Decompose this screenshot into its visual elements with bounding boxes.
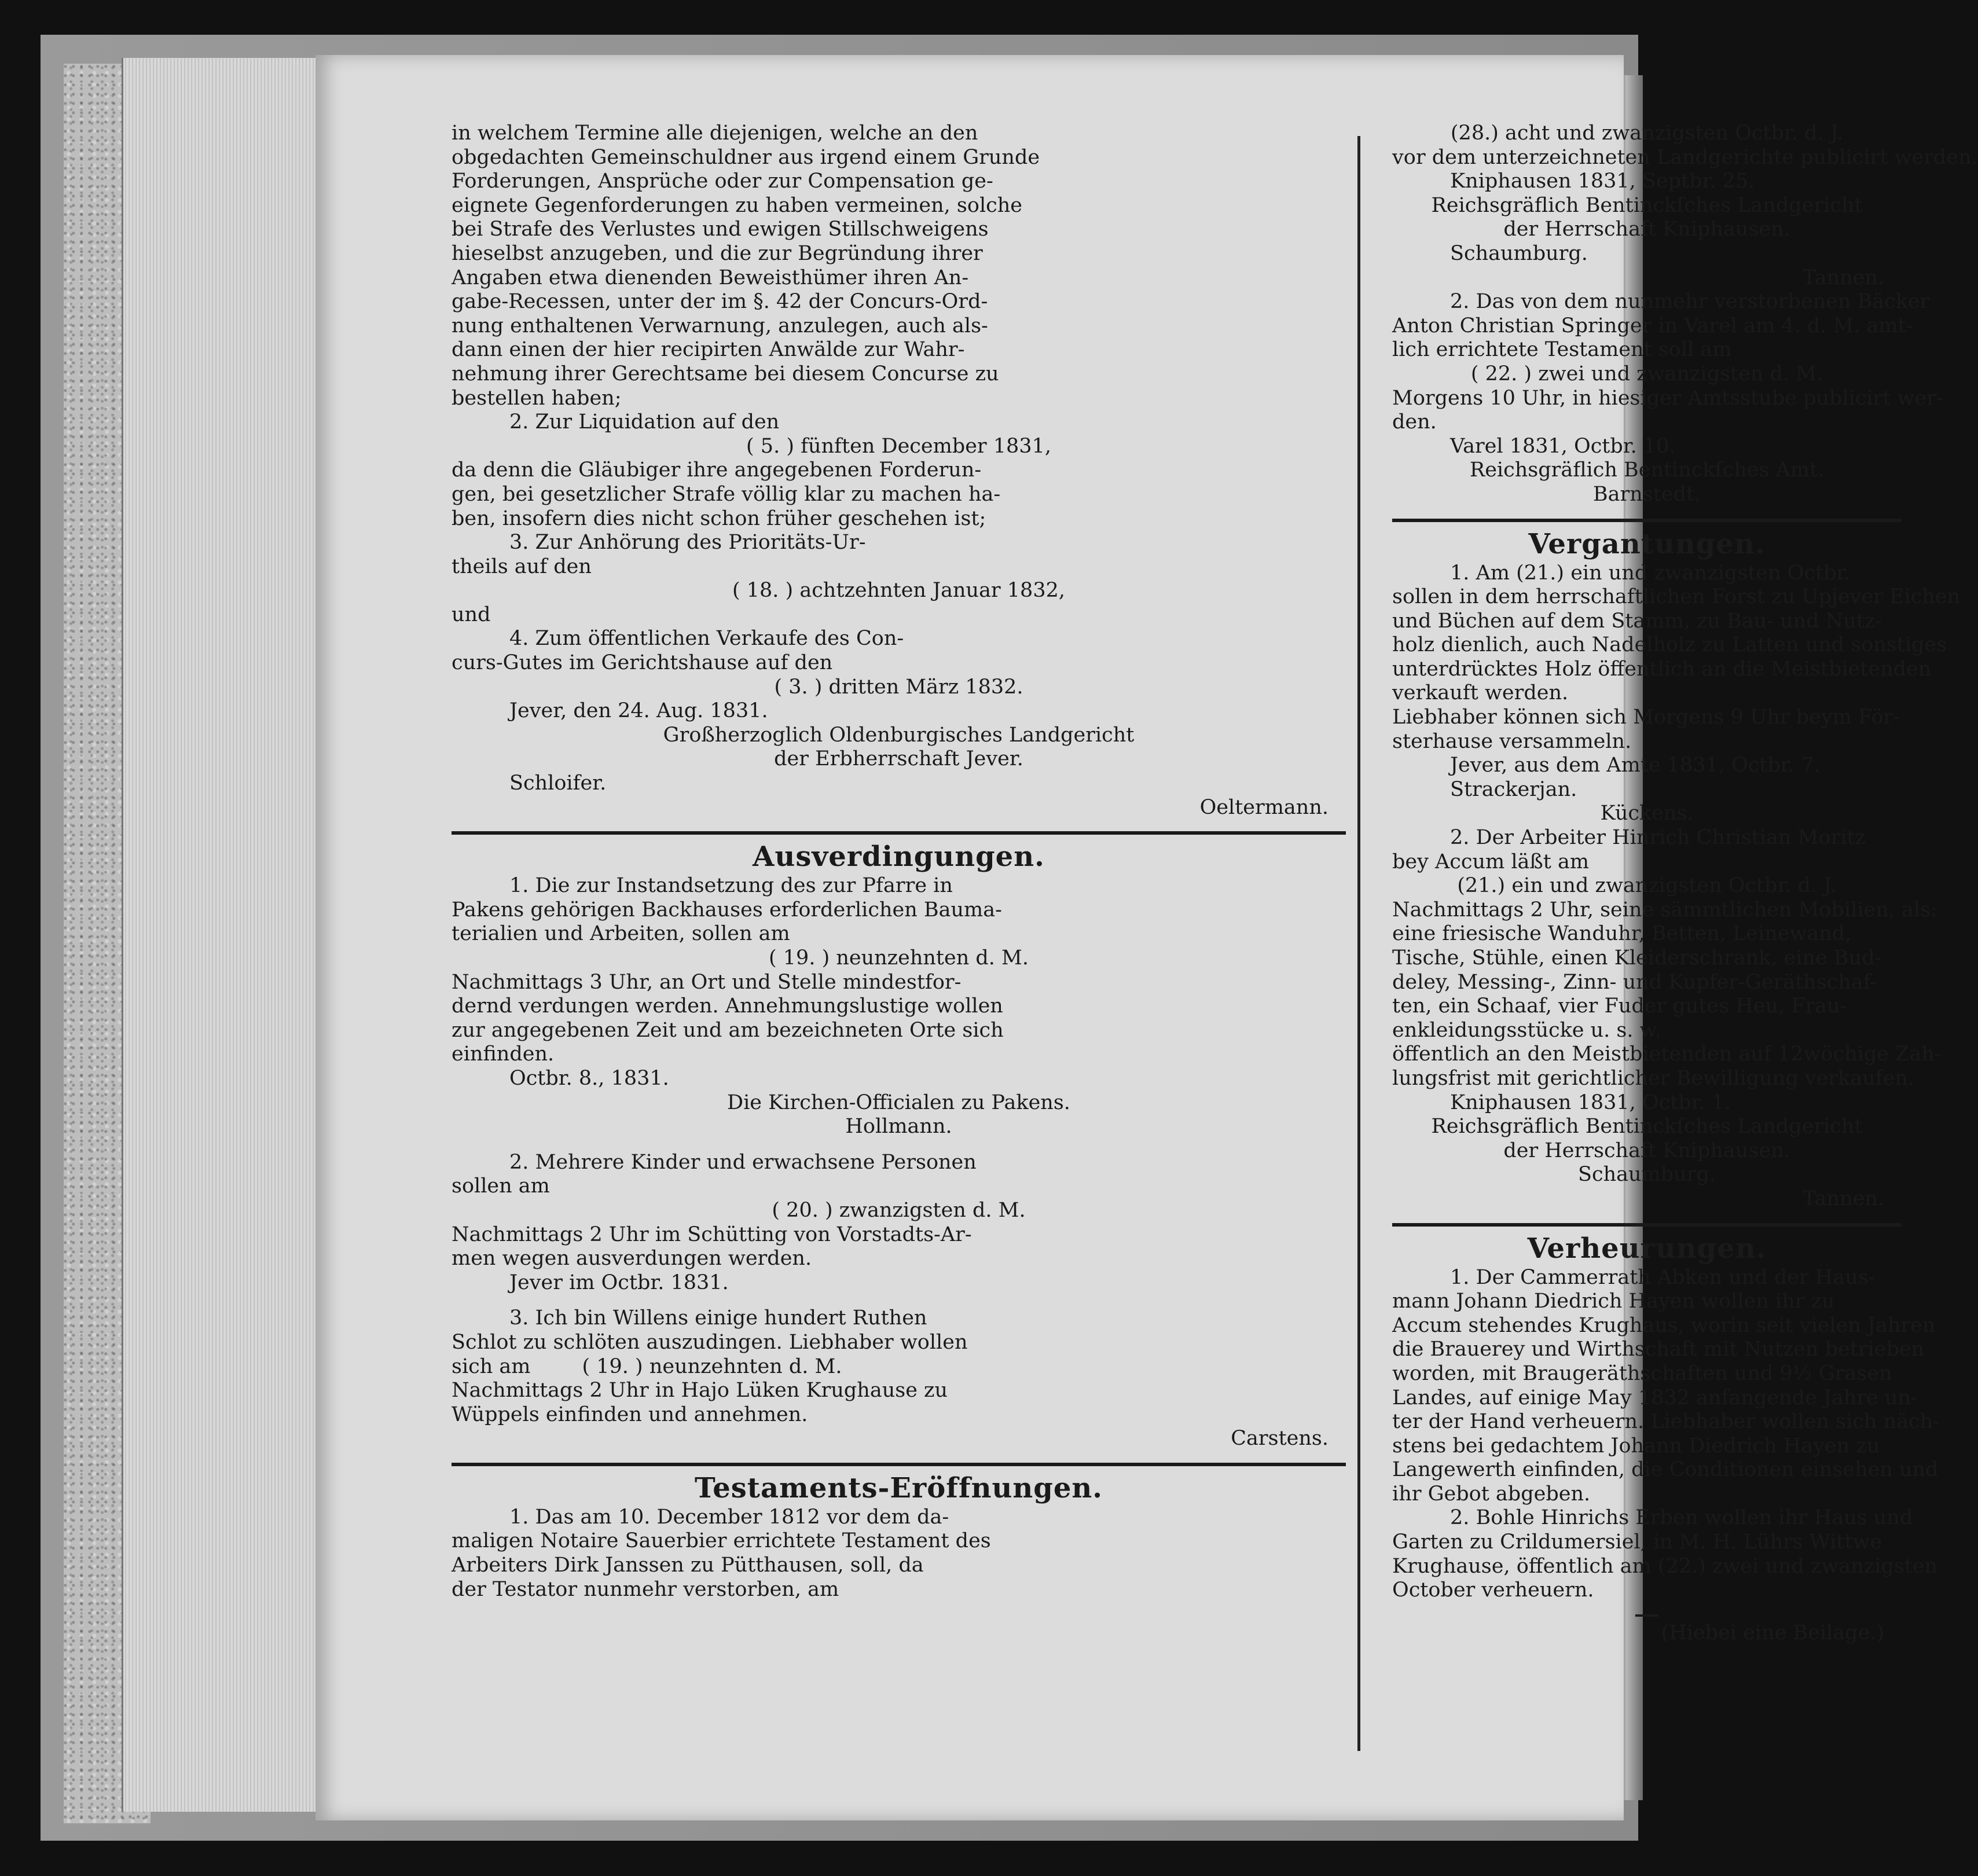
paragraph-line: dann einen der hier recipirten Anwälde zur Wahr- [452, 338, 965, 362]
paragraph-line: verkauft werden. [1392, 681, 1569, 705]
paragraph-line: Wüppels einfinden und annehmen. [452, 1403, 808, 1426]
paragraph-line: Krughause, öffentlich am (22.) zwei und zwanzigsten [1392, 1554, 1938, 1578]
paragraph-line: da denn die Gläubiger ihre angegebenen Forderun- [452, 458, 982, 482]
signature: Hollmann. [845, 1115, 952, 1139]
paragraph-line: sollen in dem herrschaftlichen Forst zu Upjever Eichen [1392, 585, 1961, 609]
spacer [452, 1295, 1346, 1306]
paragraph-line: Arbeiters Dirk Janssen zu Pütthausen, soll, da [452, 1554, 924, 1577]
signature: Barnstedt. [1592, 482, 1701, 506]
paragraph-line: bestellen haben; [452, 386, 622, 410]
paragraph-line: bei Strafe des Verlustes und ewigen Stillschweigens [452, 218, 989, 241]
date-line: ( 3. ) dritten März 1832. [774, 675, 1023, 699]
paragraph-line: zur angegebenen Zeit und am bezeichneten Orte sich [452, 1018, 1004, 1042]
paragraph-line: ihr Gebot abgeben. [1392, 1482, 1591, 1506]
paragraph-line: Morgens 10 Uhr, in hiesiger Amtsstube publicirt wer- [1392, 386, 1943, 410]
paragraph-line: 1. Der Cammerrath Abken und der Haus- [1450, 1265, 1876, 1289]
section-rule [1392, 1223, 1902, 1227]
place-date: Kniphausen 1831, Septbr. 25. [1450, 170, 1755, 193]
paragraph-line: 2. Bohle Hinrichs Erben wollen ihr Haus und [1450, 1506, 1913, 1530]
signature: Die Kirchen-Officialen zu Pakens. [727, 1091, 1070, 1114]
court-name: der Erbherrschaft Jever. [774, 747, 1023, 771]
paragraph-line: und Büchen auf dem Stamm, zu Bau- und Nutz- [1392, 609, 1882, 633]
paragraph-line: 1. Am (21.) ein und zwanzigsten Octbr. [1450, 561, 1851, 585]
date-line: ( 22. ) zwei und zwanzigsten d. M. [1470, 362, 1823, 386]
paragraph-line: Schlot zu schlöten auszudingen. Liebhaber wollen [452, 1330, 968, 1354]
place-date: Octbr. 8., 1831. [509, 1066, 669, 1090]
paragraph-line: 1. Das am 10. December 1812 vor dem da- [509, 1505, 949, 1529]
paragraph-line: unterdrücktes Holz öffentlich an die Meistbietenden [1392, 657, 1932, 681]
paragraph-line: gen, bei gesetzlicher Strafe völlig klar zu machen ha- [452, 482, 1001, 506]
paragraph-line: öffentlich an den Meistbietenden auf 12wöchige Zah- [1392, 1042, 1942, 1066]
place-date: Kniphausen 1831, Octbr. 1. [1450, 1091, 1731, 1114]
court-name: Reichsgräflich Bentinckſches Landgericht [1431, 1115, 1863, 1139]
paragraph-line: mann Johann Diedrich Hayen wollen ihr zu [1392, 1290, 1835, 1313]
paragraph-line: Anton Christian Springer in Varel am 4. d. M. amt- [1392, 314, 1913, 337]
paragraph-line: sich am ( 19. ) neunzehnten d. M. [452, 1354, 842, 1378]
date-line: (21.) ein und zwanzigsten Octbr. d. J. [1457, 874, 1837, 898]
paragraph-line: dernd verdungen werden. Annehmungslustige wollen [452, 994, 1003, 1018]
page-edges [122, 58, 320, 1812]
paragraph-line: theils auf den [452, 555, 592, 578]
paragraph-line: obgedachten Gemeinschuldner aus irgend einem Grunde [452, 145, 1040, 169]
paragraph-line: Nachmittags 2 Uhr im Schütting von Vorstadts-Ar- [452, 1222, 972, 1246]
paragraph-line: eignete Gegenforderungen zu haben vermeinen, solche [452, 193, 1023, 217]
paragraph-line: deley, Messing-, Zinn- und Kupfer-Geräthschaf- [1392, 970, 1877, 994]
place-date: Varel 1831, Octbr. 10. [1450, 434, 1676, 458]
document-page [315, 55, 1978, 1820]
section-item-title: 2. Zur Liquidation auf den [509, 410, 780, 434]
paragraph-line: Nachmittags 2 Uhr in Hajo Lüken Krughause zu [452, 1379, 948, 1403]
paragraph-line: holz dienlich, auch Nadelholz zu Latten und sonstiges [1392, 633, 1947, 657]
paragraph-line: Garten zu Crildumersiel, in M. H. Lührs Wittwe [1392, 1530, 1882, 1554]
paragraph-line: stens bei gedachtem Johann Diedrich Hayen zu [1392, 1434, 1880, 1458]
date-line: ( 5. ) fünften December 1831, [746, 434, 1051, 458]
court-name: Großherzoglich Oldenburgisches Landgericht [663, 723, 1135, 747]
paragraph-line: curs-Gutes im Gerichtshause auf den [452, 651, 833, 675]
paragraph-line: Langewerth einfinden, die Conditionen einsehen und [1392, 1458, 1939, 1482]
paragraph-line: worden, mit Braugeräthschaften und 9½ Grasen [1392, 1361, 1892, 1385]
paragraph-line: 2. Das von dem nunmehr verstorbenen Bäcker [1450, 290, 1930, 314]
paragraph-line: sollen am [452, 1174, 550, 1198]
section-rule [452, 1463, 1346, 1466]
paragraph-line: Pakens gehörigen Backhauses erforderlichen Bauma- [452, 898, 1002, 922]
signature: Schaumburg. [1578, 1163, 1716, 1187]
section-heading-vergantungen: Vergantungen. [1528, 527, 1766, 560]
signature: Oeltermann. [1199, 795, 1329, 819]
paragraph-line: ten, ein Schaaf, vier Fuder gutes Heu, Frau- [1392, 994, 1847, 1018]
paragraph-line: lungsfrist mit gerichtlicher Bewilligung verkaufen. [1392, 1066, 1914, 1090]
paragraph-line: lich errichtete Testament soll am [1392, 338, 1732, 362]
paragraph-line: 1. Die zur Instandsetzung des zur Pfarre in [509, 874, 953, 898]
paragraph-line: 3. Ich bin Willens einige hundert Ruthen [509, 1306, 927, 1330]
left-column [452, 122, 1346, 1602]
section-item-title: 3. Zur Anhörung des Prioritäts-Ur- [509, 531, 866, 555]
place-date: Jever, aus dem Amte 1831, Octbr. 7. [1450, 754, 1821, 777]
paragraph-line: nehmung ihrer Gerechtsame bei diesem Concurse zu [452, 362, 999, 386]
paragraph-line: nung enthaltenen Verwarnung, anzulegen, auch als- [452, 314, 988, 337]
paragraph-line: den. [1392, 410, 1437, 434]
paragraph-line: bey Accum läßt am [1392, 850, 1590, 873]
paragraph-line: men wegen ausverdungen werden. [452, 1247, 812, 1271]
signature: Schaumburg. [1450, 241, 1588, 265]
paragraph-line: sterhause versammeln. [1392, 729, 1632, 753]
place-date: Jever im Octbr. 1831. [509, 1271, 729, 1294]
signature: Strackerjan. [1450, 777, 1577, 801]
paragraph-line: ter der Hand verheuern. Liebhaber wollen sich näch- [1392, 1410, 1940, 1434]
paragraph-line: 2. Der Arbeiter Hinrich Christian Moritz [1450, 826, 1866, 850]
paragraph-line: enkleidungsstücke u. s. w. [1392, 1018, 1661, 1042]
date-line: ( 18. ) achtzehnten Januar 1832, [732, 579, 1065, 603]
date-line: ( 20. ) zwanzigsten d. M. [772, 1198, 1026, 1222]
paragraph-line: Tische, Stühle, einen Kleiderschrank, eine Bud- [1392, 946, 1882, 970]
section-rule [1392, 519, 1902, 522]
paragraph-line: maligen Notaire Sauerbier errichtete Testament des [452, 1529, 991, 1553]
paragraph-line: gabe-Recessen, unter der im §. 42 der Concurs-Ord- [452, 290, 988, 314]
court-name: Reichsgräflich Bentinckſches Landgericht [1431, 193, 1863, 217]
court-name: der Herrschaft Kniphausen. [1503, 1139, 1790, 1162]
signature: Tannen. [1803, 266, 1884, 289]
column-divider [1357, 136, 1360, 1751]
spacer [452, 1139, 1346, 1151]
section-heading-ausverdingungen: Ausverdingungen. [753, 840, 1045, 873]
date-line: ( 19. ) neunzehnten d. M. [769, 946, 1029, 970]
section-heading-testaments: Testaments-Eröffnungen. [695, 1471, 1103, 1504]
paragraph-line: eine friesische Wanduhr, Betten, Leinewand, [1392, 922, 1852, 946]
paragraph-line: Landes, auf einige May 1832 anfangende Jahre un- [1392, 1386, 1918, 1409]
paragraph-line: vor dem unterzeichneten Landgerichte publicirt werden. [1392, 145, 1978, 169]
paragraph-line: die Brauerey und Wirthschaft mit Nutzen betrieben [1392, 1338, 1925, 1361]
section-heading-verheurungen: Verheurungen. [1527, 1232, 1767, 1265]
signature: Kückens. [1600, 802, 1694, 825]
paragraph-line: Nachmittags 2 Uhr, seine sämmtlichen Mobilien, als: [1392, 898, 1937, 922]
signature: Tannen. [1803, 1187, 1884, 1210]
paragraph-line: Forderungen, Ansprüche oder zur Compensation ge- [452, 170, 993, 193]
paragraph-line: terialien und Arbeiten, sollen am [452, 922, 790, 946]
paragraph-line: ben, insofern dies nicht schon früher geschehen ist; [452, 506, 986, 530]
paragraph-line: Angaben etwa dienenden Beweisthümer ihren An- [452, 266, 969, 289]
paragraph-line: hieselbst anzugeben, und die zur Begründung ihrer [452, 241, 983, 265]
paragraph-line: Nachmittags 3 Uhr, an Ort und Stelle mindestfor- [452, 970, 962, 994]
place-date: Jever, den 24. Aug. 1831. [509, 699, 768, 723]
paragraph-line: 2. Mehrere Kinder und erwachsene Personen [509, 1150, 977, 1174]
paragraph-line: Accum stehendes Krughaus, worin seit vielen Jahren [1392, 1313, 1936, 1337]
paragraph-line: Liebhaber können sich Morgens 9 Uhr beym För- [1392, 706, 1900, 729]
date-line: (28.) acht und zwanzigsten Octbr. d. J. [1450, 122, 1844, 145]
paragraph-line: einfinden. [452, 1042, 555, 1066]
right-column [1392, 122, 1978, 1645]
paragraph-line: October verheuern. [1392, 1578, 1594, 1602]
paragraph-line: in welchem Termine alle diejenigen, welche an den [452, 122, 978, 145]
signature: Schloifer. [509, 772, 607, 795]
court-name: der Herrschaft Kniphausen. [1503, 218, 1790, 241]
paragraph-line: und [452, 603, 491, 626]
footnote: (Hiebei eine Beilage.) [1661, 1621, 1884, 1644]
paragraph-line: der Testator nunmehr verstorben, am [452, 1577, 839, 1601]
court-name: Reichsgräflich Bentinckſches Amt. [1469, 458, 1825, 482]
section-item-title: 4. Zum öffentlichen Verkaufe des Con- [509, 627, 904, 651]
section-rule [452, 831, 1346, 835]
section-rule [1635, 1614, 1658, 1617]
signature: Carstens. [1231, 1427, 1329, 1451]
